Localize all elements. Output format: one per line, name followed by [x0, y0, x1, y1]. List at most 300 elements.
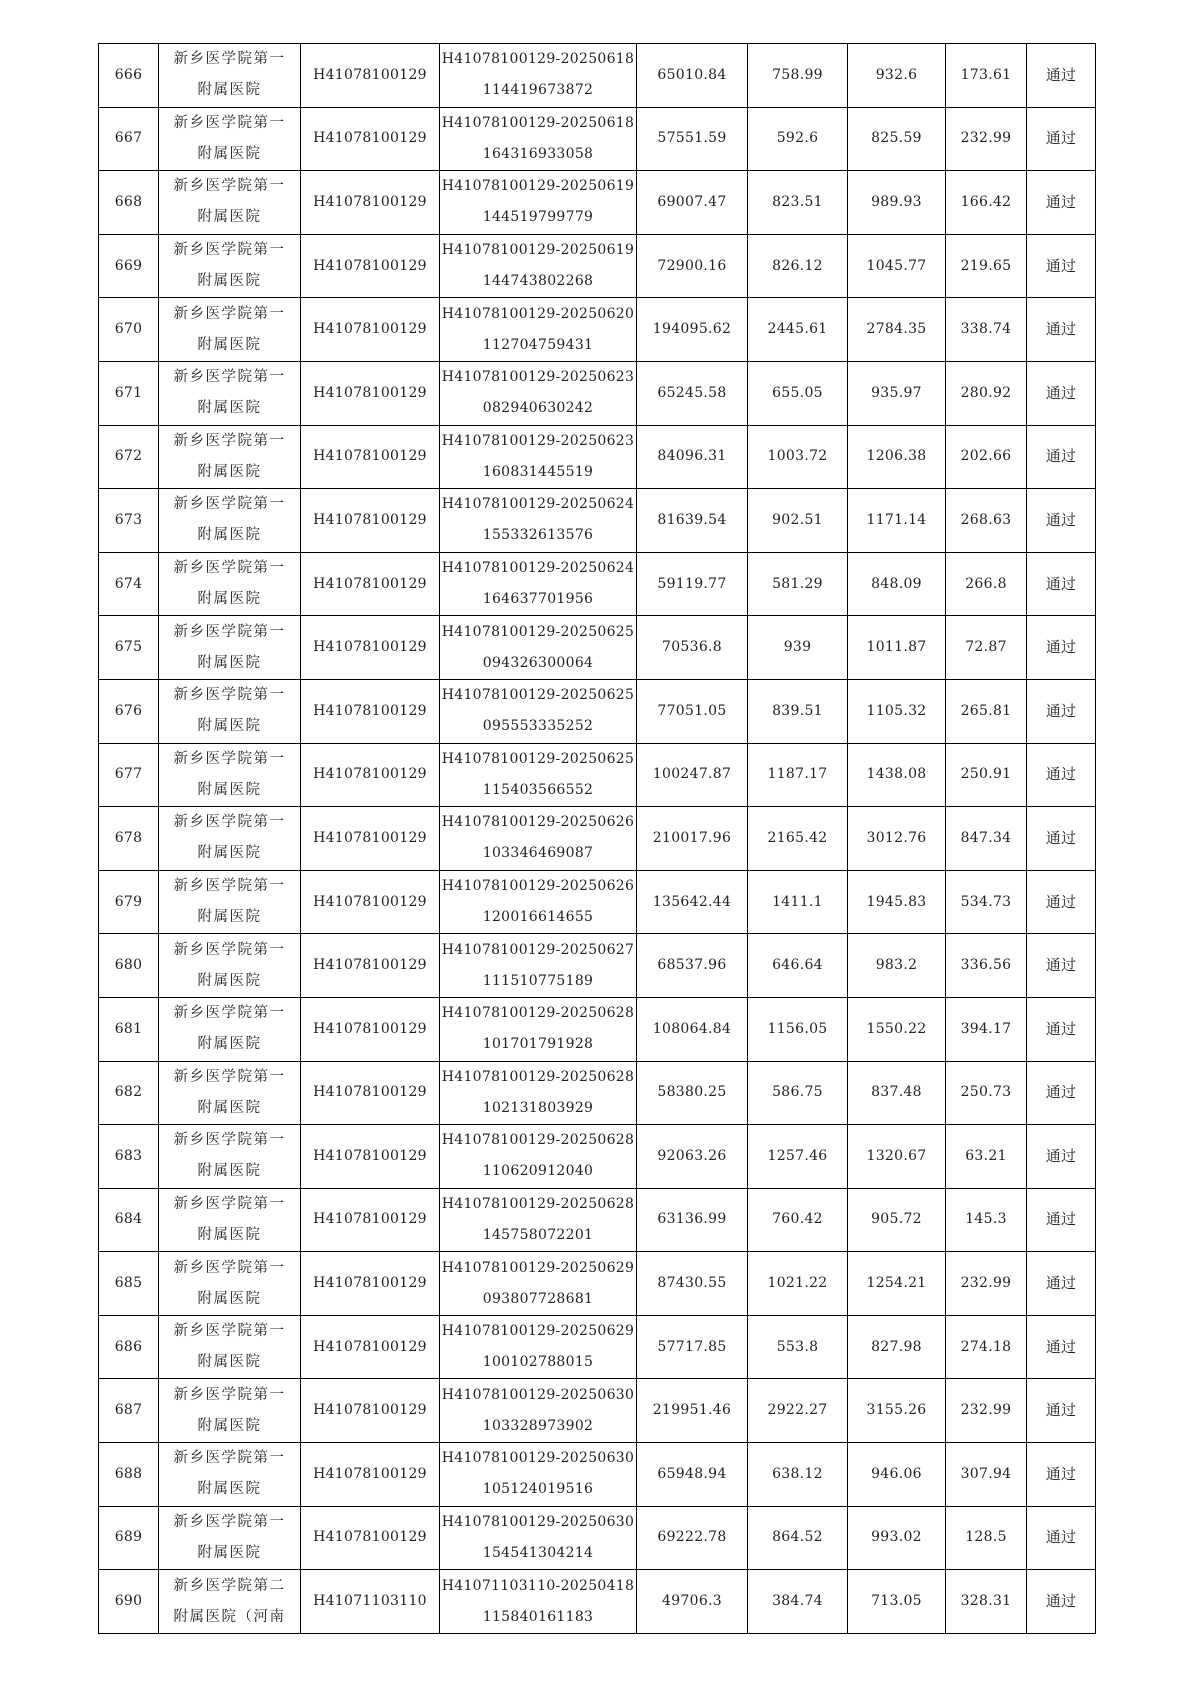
cell-institution-code: H41078100129 [301, 934, 440, 998]
cell-settlement-id-line: H41078100129-20250625 [441, 623, 635, 640]
cell-row-number: 681 [99, 997, 159, 1061]
cell-hospital-name [159, 743, 301, 807]
cell-amount-1: 553.8 [748, 1315, 848, 1379]
cell-amount-2: 983.2 [848, 934, 946, 998]
cell-settlement-id [440, 298, 637, 362]
cell-institution-code: H41078100129 [301, 552, 440, 616]
cell-hospital-name-line: 附属医院（河南 [173, 1608, 286, 1625]
cell-row-number: 683 [99, 1125, 159, 1189]
cell-amount-2: 1945.83 [848, 870, 946, 934]
cell-hospital-name-line: 附属医院 [197, 400, 262, 417]
cell-difference: 232.99 [946, 1379, 1027, 1443]
cell-amount-1: 586.75 [748, 1061, 848, 1125]
cell-amount-1: 1257.46 [748, 1125, 848, 1189]
cell-settlement-id-line: H41078100129-20250618 [441, 51, 635, 68]
cell-total-amount: 65010.84 [637, 44, 748, 108]
cell-hospital-name-line: 新乡医学院第一 [173, 1323, 286, 1340]
cell-hospital-name-line: 附属医院 [197, 1290, 262, 1307]
cell-hospital-name-line: 新乡医学院第一 [173, 1386, 286, 1403]
cell-review-result: 通过 [1027, 552, 1096, 616]
cell-review-result: 通过 [1027, 298, 1096, 362]
table-row [99, 552, 1096, 616]
cell-hospital-name [159, 171, 301, 235]
cell-settlement-id [440, 171, 637, 235]
cell-settlement-id [440, 552, 637, 616]
cell-row-number: 672 [99, 425, 159, 489]
cell-difference: 266.8 [946, 552, 1027, 616]
cell-total-amount: 69007.47 [637, 171, 748, 235]
cell-hospital-name [159, 1315, 301, 1379]
cell-hospital-name-line: 附属医院 [197, 527, 262, 544]
cell-row-number: 677 [99, 743, 159, 807]
cell-amount-1: 1187.17 [748, 743, 848, 807]
cell-settlement-id-line: H41078100129-20250619 [441, 242, 635, 259]
cell-total-amount: 49706.3 [637, 1570, 748, 1634]
cell-total-amount: 135642.44 [637, 870, 748, 934]
cell-difference: 847.34 [946, 807, 1027, 871]
cell-review-result: 通过 [1027, 107, 1096, 171]
cell-review-result: 通过 [1027, 616, 1096, 680]
cell-hospital-name [159, 298, 301, 362]
cell-settlement-id [440, 1252, 637, 1316]
cell-hospital-name-line: 新乡医学院第一 [173, 1132, 286, 1149]
cell-settlement-id-line: 164316933058 [482, 145, 594, 162]
cell-settlement-id-line: H41078100129-20250623 [441, 369, 635, 386]
table-row [99, 1570, 1096, 1634]
cell-settlement-id-line: 160831445519 [482, 463, 594, 480]
cell-settlement-id-line: 115840161183 [482, 1608, 594, 1625]
cell-settlement-id-line: H41078100129-20250628 [441, 1195, 635, 1212]
cell-total-amount: 108064.84 [637, 997, 748, 1061]
cell-review-result: 通过 [1027, 44, 1096, 108]
cell-row-number: 668 [99, 171, 159, 235]
cell-institution-code: H41078100129 [301, 298, 440, 362]
cell-amount-1: 939 [748, 616, 848, 680]
cell-settlement-id-line: H41078100129-20250629 [441, 1259, 635, 1276]
cell-settlement-id [440, 870, 637, 934]
table-row [99, 616, 1096, 680]
cell-hospital-name-line: 附属医院 [197, 972, 262, 989]
cell-amount-1: 902.51 [748, 489, 848, 553]
cell-settlement-id-line: 154541304214 [482, 1544, 594, 1561]
cell-settlement-id-line: H41078100129-20250619 [441, 178, 635, 195]
cell-settlement-id-line: H41078100129-20250618 [441, 114, 635, 131]
cell-row-number: 680 [99, 934, 159, 998]
cell-settlement-id-line: H41078100129-20250628 [441, 1068, 635, 1085]
cell-hospital-name-line: 新乡医学院第一 [173, 941, 286, 958]
cell-amount-2: 1550.22 [848, 997, 946, 1061]
cell-institution-code: H41078100129 [301, 997, 440, 1061]
cell-settlement-id-line: H41078100129-20250625 [441, 687, 635, 704]
table-row [99, 1506, 1096, 1570]
cell-total-amount: 100247.87 [637, 743, 748, 807]
cell-amount-2: 905.72 [848, 1188, 946, 1252]
cell-settlement-id [440, 361, 637, 425]
cell-hospital-name-line: 新乡医学院第一 [173, 178, 286, 195]
cell-settlement-id-line: H41078100129-20250628 [441, 1005, 635, 1022]
cell-hospital-name-line: 附属医院 [197, 1036, 262, 1053]
cell-settlement-id [440, 1570, 637, 1634]
cell-review-result: 通过 [1027, 679, 1096, 743]
cell-settlement-id-line: 144519799779 [482, 209, 594, 226]
cell-hospital-name [159, 552, 301, 616]
cell-amount-1: 638.12 [748, 1443, 848, 1507]
cell-amount-1: 1021.22 [748, 1252, 848, 1316]
cell-hospital-name [159, 1061, 301, 1125]
cell-settlement-id [440, 489, 637, 553]
cell-row-number: 687 [99, 1379, 159, 1443]
cell-settlement-id-line: 103346469087 [482, 845, 594, 862]
cell-difference: 280.92 [946, 361, 1027, 425]
cell-settlement-id [440, 1061, 637, 1125]
cell-row-number: 678 [99, 807, 159, 871]
cell-settlement-id-line: 111510775189 [482, 972, 594, 989]
cell-hospital-name [159, 807, 301, 871]
cell-difference: 336.56 [946, 934, 1027, 998]
cell-difference: 265.81 [946, 679, 1027, 743]
cell-settlement-id-line: 164637701956 [482, 591, 594, 608]
cell-hospital-name-line: 附属医院 [197, 1099, 262, 1116]
cell-hospital-name-line: 新乡医学院第一 [173, 750, 286, 767]
cell-amount-2: 989.93 [848, 171, 946, 235]
cell-settlement-id-line: H41078100129-20250628 [441, 1132, 635, 1149]
cell-amount-1: 760.42 [748, 1188, 848, 1252]
cell-difference: 338.74 [946, 298, 1027, 362]
cell-hospital-name-line: 新乡医学院第二 [173, 1577, 286, 1594]
cell-hospital-name-line: 附属医院 [197, 463, 262, 480]
cell-difference: 63.21 [946, 1125, 1027, 1189]
cell-total-amount: 59119.77 [637, 552, 748, 616]
table-row [99, 489, 1096, 553]
cell-institution-code: H41078100129 [301, 616, 440, 680]
cell-hospital-name [159, 1125, 301, 1189]
cell-amount-1: 864.52 [748, 1506, 848, 1570]
cell-hospital-name-line: 附属医院 [197, 781, 262, 798]
cell-settlement-id-line: H41078100129-20250623 [441, 432, 635, 449]
cell-hospital-name [159, 361, 301, 425]
cell-difference: 72.87 [946, 616, 1027, 680]
cell-hospital-name-line: 附属医院 [197, 909, 262, 926]
cell-hospital-name [159, 1188, 301, 1252]
cell-settlement-id-line: 112704759431 [482, 336, 594, 353]
cell-hospital-name-line: 附属医院 [197, 654, 262, 671]
cell-hospital-name-line: 新乡医学院第一 [173, 560, 286, 577]
cell-settlement-id [440, 679, 637, 743]
cell-hospital-name-line: 新乡医学院第一 [173, 114, 286, 131]
cell-row-number: 684 [99, 1188, 159, 1252]
cell-amount-2: 837.48 [848, 1061, 946, 1125]
cell-review-result: 通过 [1027, 1506, 1096, 1570]
cell-amount-2: 935.97 [848, 361, 946, 425]
cell-settlement-id-line: H41078100129-20250624 [441, 560, 635, 577]
cell-settlement-id-line: 082940630242 [482, 400, 594, 417]
cell-review-result: 通过 [1027, 489, 1096, 553]
cell-review-result: 通过 [1027, 1379, 1096, 1443]
cell-hospital-name-line: 新乡医学院第一 [173, 496, 286, 513]
table-row [99, 44, 1096, 108]
cell-institution-code: H41078100129 [301, 743, 440, 807]
cell-total-amount: 65245.58 [637, 361, 748, 425]
cell-difference: 232.99 [946, 107, 1027, 171]
table-row [99, 934, 1096, 998]
table-row [99, 171, 1096, 235]
cell-settlement-id-line: 144743802268 [482, 273, 594, 290]
cell-row-number: 667 [99, 107, 159, 171]
cell-hospital-name-line: 附属医院 [197, 1544, 262, 1561]
cell-row-number: 679 [99, 870, 159, 934]
cell-institution-code: H41078100129 [301, 107, 440, 171]
cell-review-result: 通过 [1027, 934, 1096, 998]
cell-institution-code: H41078100129 [301, 489, 440, 553]
cell-hospital-name-line: 附属医院 [197, 1417, 262, 1434]
cell-amount-1: 646.64 [748, 934, 848, 998]
cell-amount-1: 2165.42 [748, 807, 848, 871]
cell-amount-2: 1206.38 [848, 425, 946, 489]
cell-review-result: 通过 [1027, 1125, 1096, 1189]
cell-hospital-name [159, 997, 301, 1061]
cell-review-result: 通过 [1027, 1252, 1096, 1316]
table-row [99, 743, 1096, 807]
cell-hospital-name-line: 新乡医学院第一 [173, 1259, 286, 1276]
cell-total-amount: 57551.59 [637, 107, 748, 171]
cell-settlement-id [440, 807, 637, 871]
cell-institution-code: H41078100129 [301, 1315, 440, 1379]
cell-institution-code: H41078100129 [301, 1443, 440, 1507]
cell-row-number: 674 [99, 552, 159, 616]
cell-amount-2: 827.98 [848, 1315, 946, 1379]
cell-review-result: 通过 [1027, 1570, 1096, 1634]
cell-hospital-name-line: 新乡医学院第一 [173, 1195, 286, 1212]
cell-settlement-id-line: H41071103110-20250418 [441, 1577, 635, 1594]
cell-settlement-id [440, 44, 637, 108]
cell-review-result: 通过 [1027, 361, 1096, 425]
cell-amount-2: 1171.14 [848, 489, 946, 553]
cell-hospital-name [159, 489, 301, 553]
cell-hospital-name-line: 新乡医学院第一 [173, 369, 286, 386]
cell-review-result: 通过 [1027, 425, 1096, 489]
cell-hospital-name-line: 附属医院 [197, 209, 262, 226]
cell-hospital-name-line: 新乡医学院第一 [173, 1450, 286, 1467]
table-row [99, 997, 1096, 1061]
cell-institution-code: H41078100129 [301, 1252, 440, 1316]
cell-difference: 166.42 [946, 171, 1027, 235]
cell-settlement-id-line: 102131803929 [482, 1099, 594, 1116]
cell-settlement-id-line: H41078100129-20250630 [441, 1386, 635, 1403]
cell-settlement-id-line: 105124019516 [482, 1481, 594, 1498]
cell-difference: 328.31 [946, 1570, 1027, 1634]
cell-institution-code: H41078100129 [301, 1379, 440, 1443]
cell-amount-2: 946.06 [848, 1443, 946, 1507]
table-row [99, 1125, 1096, 1189]
cell-settlement-id [440, 743, 637, 807]
cell-hospital-name-line: 附属医院 [197, 82, 262, 99]
table-row [99, 361, 1096, 425]
cell-row-number: 685 [99, 1252, 159, 1316]
cell-total-amount: 81639.54 [637, 489, 748, 553]
cell-settlement-id-line: H41078100129-20250626 [441, 814, 635, 831]
cell-hospital-name-line: 附属医院 [197, 336, 262, 353]
cell-settlement-id [440, 1315, 637, 1379]
cell-hospital-name-line: 附属医院 [197, 1163, 262, 1180]
cell-row-number: 676 [99, 679, 159, 743]
cell-row-number: 686 [99, 1315, 159, 1379]
table-row [99, 425, 1096, 489]
cell-hospital-name-line: 新乡医学院第一 [173, 1513, 286, 1530]
cell-hospital-name-line: 新乡医学院第一 [173, 432, 286, 449]
cell-difference: 394.17 [946, 997, 1027, 1061]
cell-settlement-id-line: H41078100129-20250626 [441, 878, 635, 895]
cell-hospital-name [159, 107, 301, 171]
cell-hospital-name-line: 附属医院 [197, 1481, 262, 1498]
cell-settlement-id [440, 616, 637, 680]
cell-amount-1: 384.74 [748, 1570, 848, 1634]
table-row [99, 1252, 1096, 1316]
cell-difference: 534.73 [946, 870, 1027, 934]
cell-total-amount: 57717.85 [637, 1315, 748, 1379]
table-row [99, 234, 1096, 298]
cell-hospital-name [159, 679, 301, 743]
cell-amount-1: 2445.61 [748, 298, 848, 362]
cell-hospital-name-line: 新乡医学院第一 [173, 814, 286, 831]
cell-settlement-id [440, 1125, 637, 1189]
cell-hospital-name [159, 1252, 301, 1316]
cell-amount-2: 1045.77 [848, 234, 946, 298]
cell-difference: 250.73 [946, 1061, 1027, 1125]
cell-settlement-id-line: 155332613576 [482, 527, 594, 544]
cell-settlement-id-line: 103328973902 [482, 1417, 594, 1434]
cell-hospital-name [159, 1506, 301, 1570]
cell-settlement-id-line: 093807728681 [482, 1290, 594, 1307]
cell-hospital-name-line: 新乡医学院第一 [173, 878, 286, 895]
cell-settlement-id-line: 114419673872 [482, 82, 594, 99]
cell-amount-2: 932.6 [848, 44, 946, 108]
cell-review-result: 通过 [1027, 1188, 1096, 1252]
cell-institution-code: H41078100129 [301, 234, 440, 298]
cell-row-number: 666 [99, 44, 159, 108]
cell-institution-code: H41078100129 [301, 1125, 440, 1189]
cell-row-number: 671 [99, 361, 159, 425]
cell-review-result: 通过 [1027, 743, 1096, 807]
cell-settlement-id-line: 120016614655 [482, 909, 594, 926]
cell-institution-code: H41078100129 [301, 171, 440, 235]
cell-hospital-name [159, 234, 301, 298]
cell-settlement-id-line: H41078100129-20250630 [441, 1513, 635, 1530]
cell-amount-2: 2784.35 [848, 298, 946, 362]
cell-amount-1: 823.51 [748, 171, 848, 235]
cell-settlement-id [440, 234, 637, 298]
cell-hospital-name-line: 新乡医学院第一 [173, 1068, 286, 1085]
cell-difference: 173.61 [946, 44, 1027, 108]
cell-total-amount: 58380.25 [637, 1061, 748, 1125]
cell-review-result: 通过 [1027, 1443, 1096, 1507]
cell-hospital-name [159, 425, 301, 489]
settlement-table [98, 43, 1096, 1634]
cell-amount-2: 3012.76 [848, 807, 946, 871]
cell-settlement-id [440, 1443, 637, 1507]
cell-difference: 202.66 [946, 425, 1027, 489]
table-row [99, 1061, 1096, 1125]
cell-row-number: 688 [99, 1443, 159, 1507]
cell-amount-1: 1003.72 [748, 425, 848, 489]
cell-hospital-name-line: 新乡医学院第一 [173, 51, 286, 68]
cell-settlement-id-line: 095553335252 [482, 718, 594, 735]
cell-hospital-name-line: 附属医院 [197, 591, 262, 608]
cell-total-amount: 77051.05 [637, 679, 748, 743]
cell-total-amount: 219951.46 [637, 1379, 748, 1443]
cell-row-number: 689 [99, 1506, 159, 1570]
cell-amount-2: 1320.67 [848, 1125, 946, 1189]
cell-review-result: 通过 [1027, 807, 1096, 871]
cell-hospital-name-line: 附属医院 [197, 145, 262, 162]
cell-institution-code: H41071103110 [301, 1570, 440, 1634]
cell-institution-code: H41078100129 [301, 1188, 440, 1252]
cell-settlement-id-line: 100102788015 [482, 1354, 594, 1371]
cell-total-amount: 194095.62 [637, 298, 748, 362]
cell-settlement-id [440, 997, 637, 1061]
cell-institution-code: H41078100129 [301, 1061, 440, 1125]
cell-total-amount: 63136.99 [637, 1188, 748, 1252]
cell-hospital-name [159, 1443, 301, 1507]
cell-amount-1: 655.05 [748, 361, 848, 425]
cell-amount-2: 1438.08 [848, 743, 946, 807]
cell-difference: 274.18 [946, 1315, 1027, 1379]
table-row [99, 679, 1096, 743]
cell-total-amount: 84096.31 [637, 425, 748, 489]
cell-total-amount: 69222.78 [637, 1506, 748, 1570]
cell-settlement-id-line: 094326300064 [482, 654, 594, 671]
cell-amount-1: 592.6 [748, 107, 848, 171]
cell-total-amount: 72900.16 [637, 234, 748, 298]
cell-amount-1: 839.51 [748, 679, 848, 743]
cell-review-result: 通过 [1027, 171, 1096, 235]
cell-amount-2: 993.02 [848, 1506, 946, 1570]
cell-settlement-id-line: 101701791928 [482, 1036, 594, 1053]
cell-amount-1: 758.99 [748, 44, 848, 108]
cell-row-number: 675 [99, 616, 159, 680]
cell-settlement-id [440, 107, 637, 171]
table-row [99, 298, 1096, 362]
cell-hospital-name-line: 附属医院 [197, 1354, 262, 1371]
table-row [99, 1443, 1096, 1507]
cell-review-result: 通过 [1027, 997, 1096, 1061]
cell-total-amount: 92063.26 [637, 1125, 748, 1189]
cell-total-amount: 70536.8 [637, 616, 748, 680]
cell-settlement-id-line: H41078100129-20250630 [441, 1450, 635, 1467]
cell-institution-code: H41078100129 [301, 44, 440, 108]
cell-hospital-name-line: 附属医院 [197, 273, 262, 290]
table-row [99, 107, 1096, 171]
cell-settlement-id [440, 1506, 637, 1570]
cell-hospital-name-line: 附属医院 [197, 718, 262, 735]
cell-hospital-name-line: 新乡医学院第一 [173, 305, 286, 322]
cell-amount-2: 1011.87 [848, 616, 946, 680]
cell-row-number: 690 [99, 1570, 159, 1634]
cell-hospital-name [159, 934, 301, 998]
table-row [99, 1188, 1096, 1252]
cell-settlement-id-line: 145758072201 [482, 1226, 594, 1243]
cell-hospital-name-line: 附属医院 [197, 845, 262, 862]
cell-hospital-name-line: 附属医院 [197, 1226, 262, 1243]
cell-institution-code: H41078100129 [301, 807, 440, 871]
cell-institution-code: H41078100129 [301, 361, 440, 425]
cell-hospital-name [159, 1570, 301, 1634]
cell-row-number: 669 [99, 234, 159, 298]
cell-hospital-name [159, 1379, 301, 1443]
cell-settlement-id [440, 425, 637, 489]
cell-amount-2: 848.09 [848, 552, 946, 616]
cell-total-amount: 68537.96 [637, 934, 748, 998]
cell-settlement-id-line: 115403566552 [482, 781, 594, 798]
